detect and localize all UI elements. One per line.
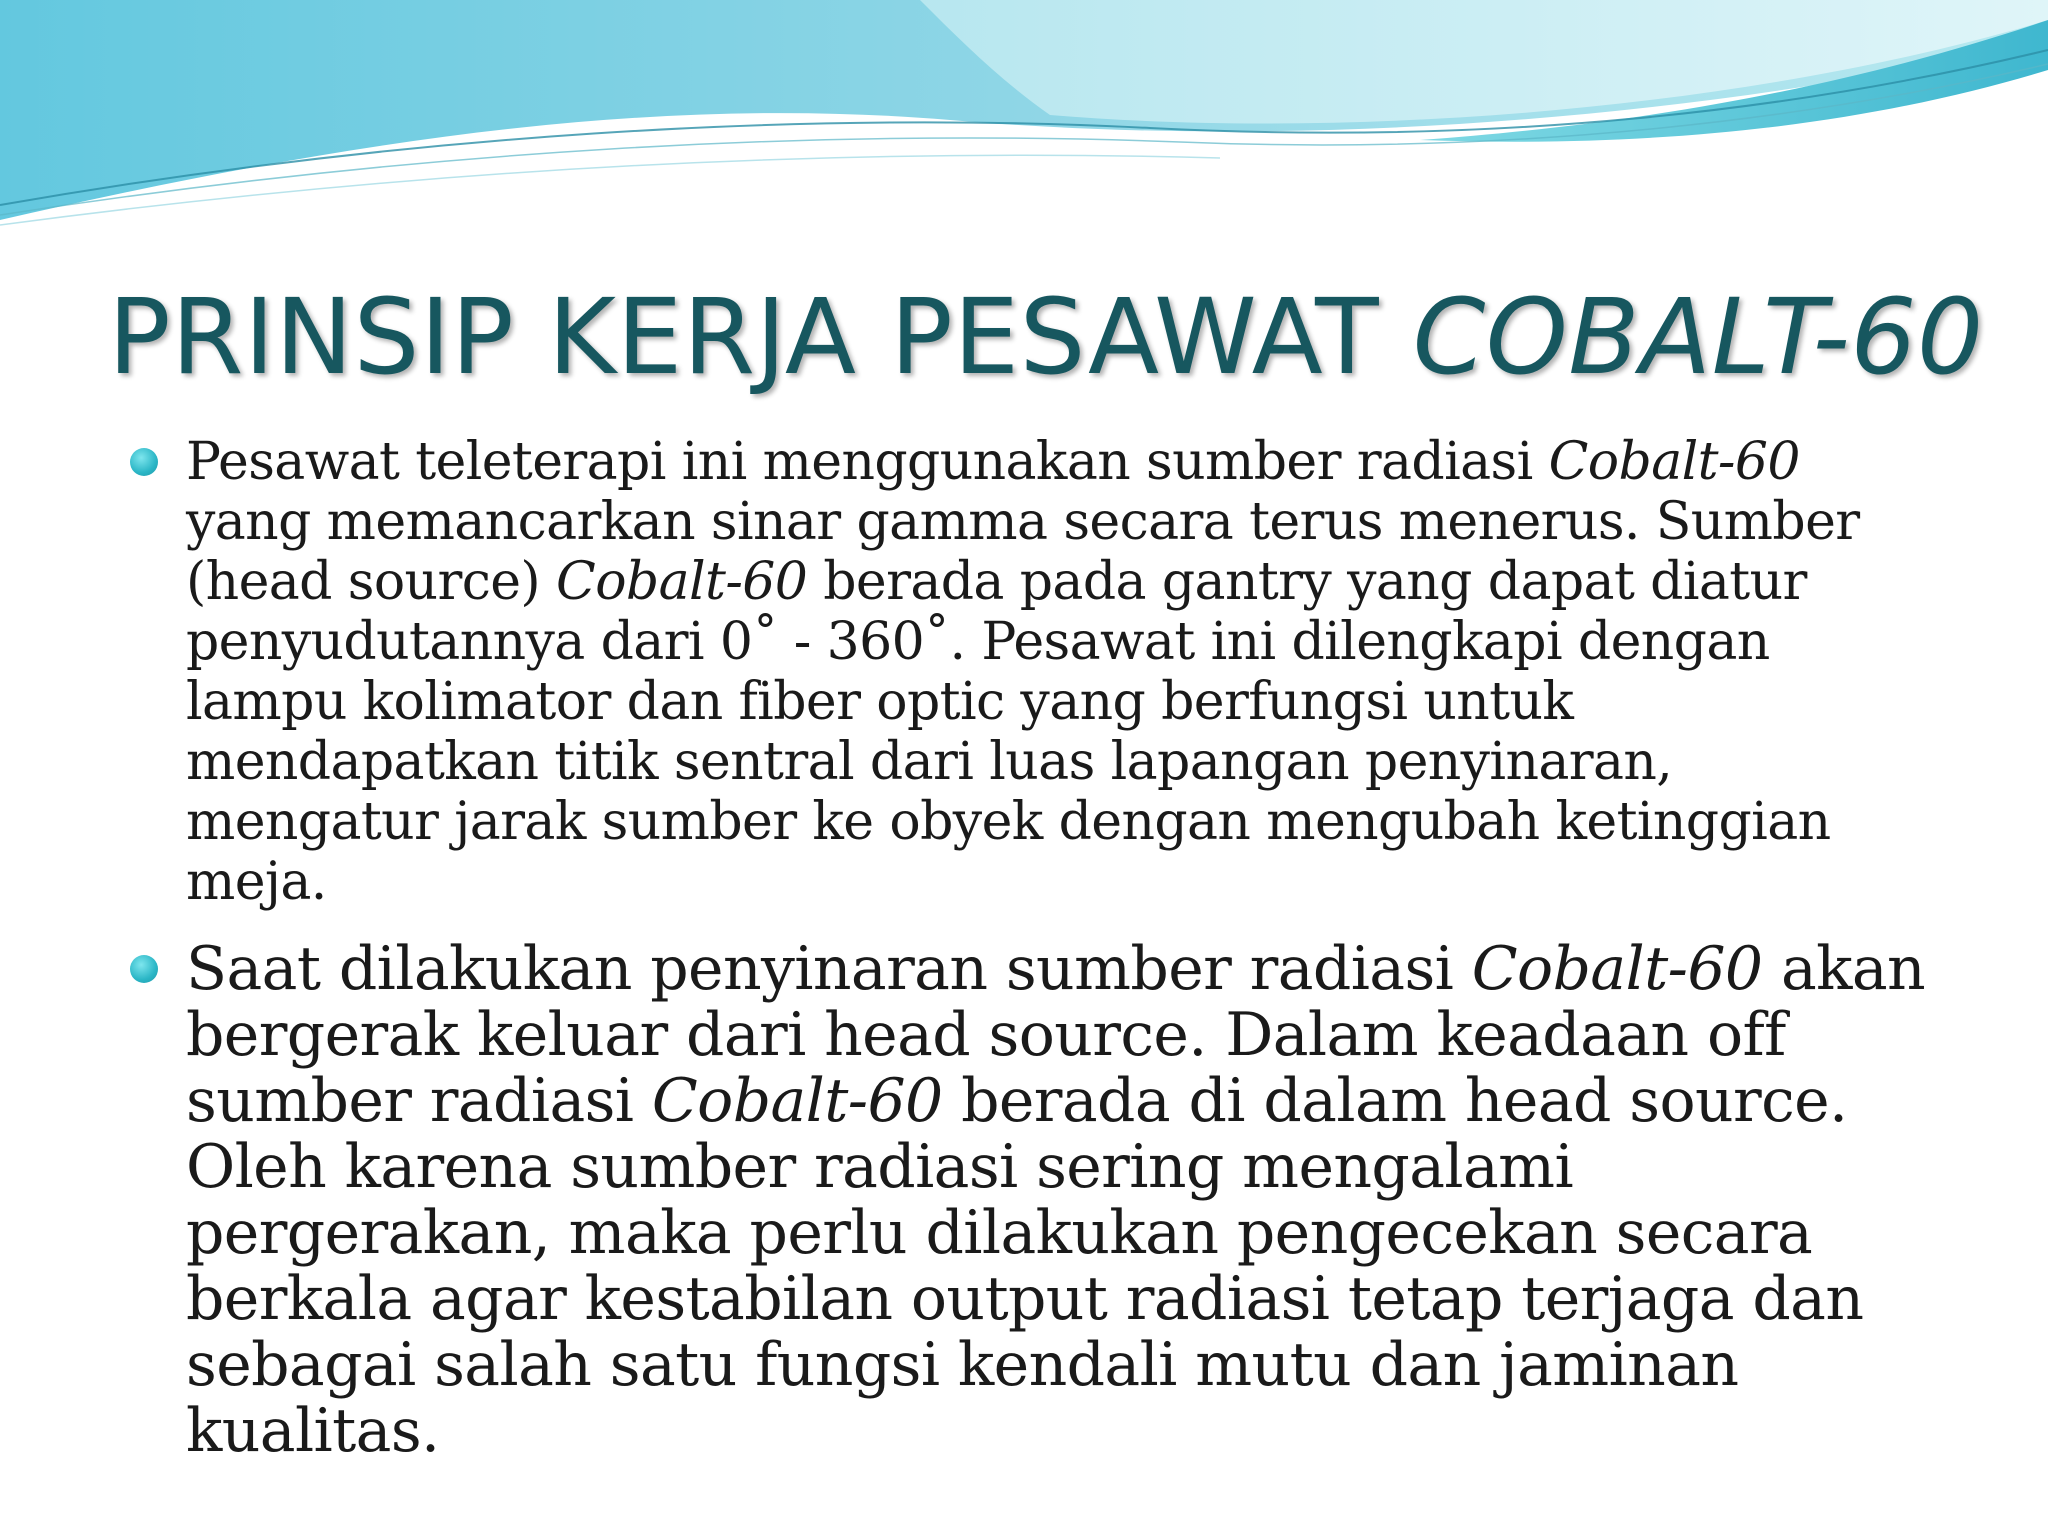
title-plain-text: PRINSIP KERJA PESAWAT [108, 276, 1413, 398]
bullet-item-2 [130, 936, 1930, 1464]
slide-title [108, 272, 1988, 402]
bullet-list [130, 432, 1930, 1464]
text-run: Saat dilakukan penyinaran sumber radiasi [186, 934, 1472, 1004]
italic-term: Cobalt-60 [651, 1066, 943, 1136]
text-run: Pesawat teleterapi ini menggunakan sumber radiasi [186, 432, 1549, 492]
wave-header-decoration [0, 0, 2048, 260]
bullet-icon [130, 448, 158, 476]
title-italic-text: COBALT-60 [1412, 276, 1984, 398]
italic-term: Cobalt-60 [1471, 934, 1763, 1004]
text-run: berada di dalam head source. Oleh karena sumber radiasi sering mengalami pergerakan, maka perlu dilakukan pengecekan secara berkala agar kestabilan output radiasi tetap terjaga dan sebagai salah satu fungsi kendali mutu dan jaminan kualitas. [186, 1066, 1864, 1466]
text-run: akan bergerak keluar dari head source. Dalam keadaan off sumber radiasi [186, 934, 1926, 1136]
text-run: berada pada gantry yang dapat diatur penyudutannya dari 0˚ - 360˚. Pesawat ini dilengkapi dengan lampu kolimator dan fiber optic yang berfungsi untuk mendapatkan titik sentral dari luas lapangan penyinaran, mengatur jarak sumber ke obyek dengan mengubah ketinggian meja. [186, 552, 1831, 912]
italic-term: Cobalt-60 [1548, 432, 1800, 492]
bullet-item-1 [130, 432, 1930, 912]
bullet-1-text [186, 432, 1860, 912]
text-run: yang memancarkan sinar gamma secara terus menerus. Sumber (head source) [186, 492, 1860, 612]
italic-term: Cobalt-60 [556, 552, 808, 612]
bullet-2-text [186, 934, 1925, 1466]
bullet-icon [130, 955, 158, 983]
